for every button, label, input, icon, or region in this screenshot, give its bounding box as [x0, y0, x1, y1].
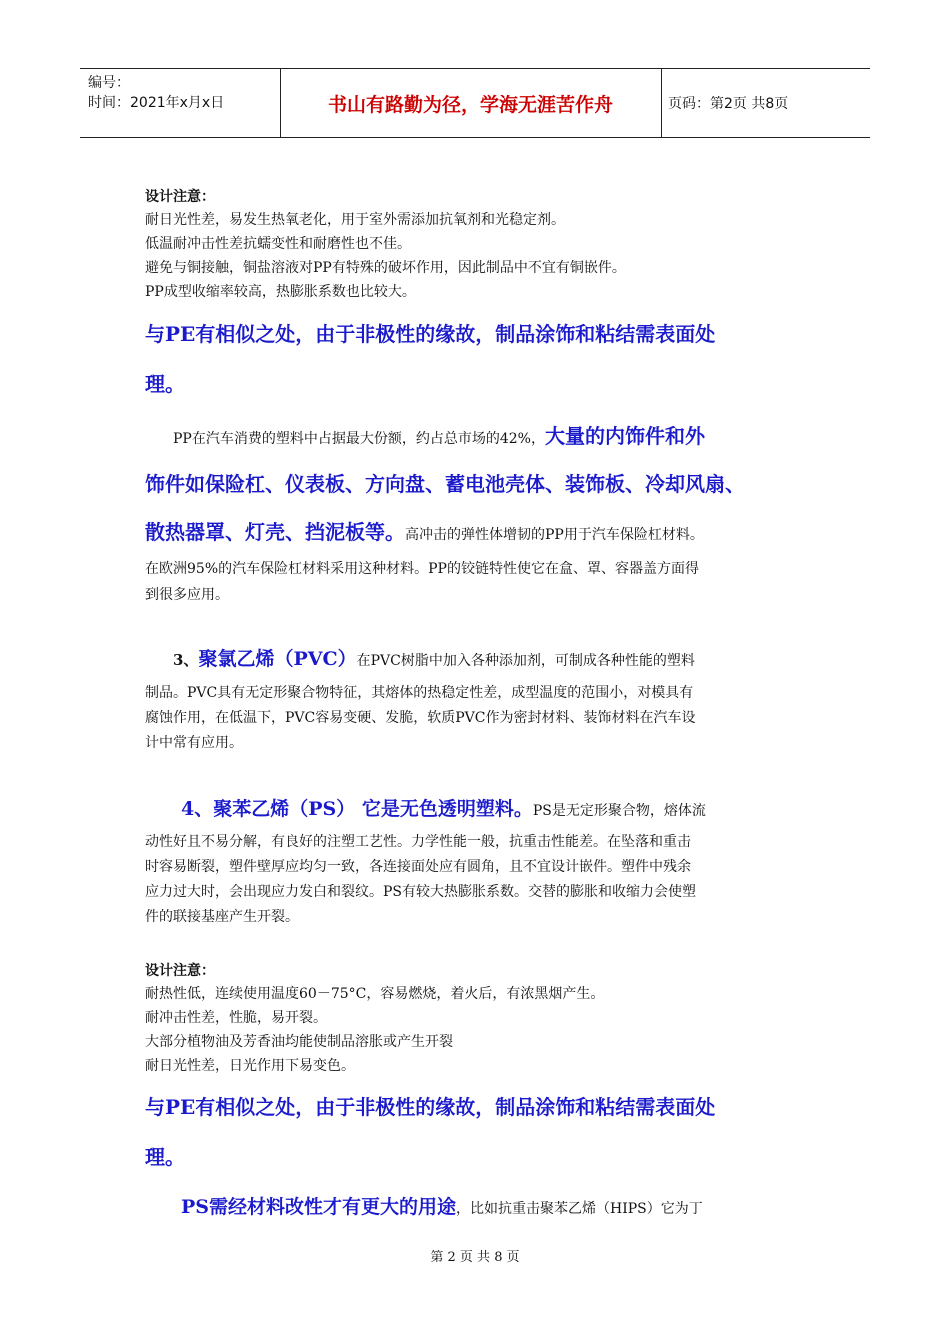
- note-line: 耐热性低，连续使用温度60－75°C，容易燃烧，着火后，有浓黑烟产生。: [145, 986, 605, 1002]
- pp-highlight: 大量的内饰件和外: [544, 424, 705, 448]
- emphasis-text: 理。: [145, 1145, 185, 1169]
- emphasis-text: 与PE有相似之处，由于非极性的缘故，制品涂饰和粘结需表面处: [145, 322, 716, 346]
- note-line: 耐冲击性差，性脆，易开裂。: [145, 1010, 327, 1026]
- pp-highlight: 饰件如保险杠、仪表板、方向盘、蓄电池壳体、装饰板、冷却风扇、: [145, 472, 745, 496]
- pp-tail: 到很多应用。: [145, 587, 229, 603]
- pvc-text: 腐蚀作用，在低温下，PVC容易变硬、发脆，软质PVC作为密封材料、装饰材料在汽车设: [145, 710, 696, 726]
- pvc-heading-line: [145, 644, 810, 671]
- pp-paragraph-line: [145, 516, 810, 545]
- emphasis-text: 与PE有相似之处，由于非极性的缘故，制品涂饰和粘结需表面处: [145, 1095, 716, 1119]
- note-line: 低温耐冲击性差抗蠕变性和耐磨性也不佳。: [145, 236, 411, 252]
- pvc-text: 在PVC树脂中加入各种添加剂，可制成各种性能的塑料: [356, 653, 695, 669]
- ps-text: 应力过大时，会出现应力发白和裂纹。PS有较大热膨胀系数。交替的膨胀和收缩力会使塑: [145, 884, 697, 900]
- ps-mod-line: [145, 1192, 810, 1219]
- pp-highlight: 散热器罩、灯壳、挡泥板等。: [145, 520, 405, 544]
- ps-heading-line: [145, 794, 810, 821]
- ps-text: 件的联接基座产生开裂。: [145, 909, 299, 925]
- pp-intro: PP在汽车消费的塑料中占据最大份额，约占总市场的42%，: [173, 431, 545, 447]
- page-footer: 第 2 页 共 8 页: [430, 1250, 520, 1265]
- ps-text: 时容易断裂，塑件壁厚应均匀一致，各连接面处应有圆角，且不宜设计嵌件。塑件中残余: [145, 859, 691, 875]
- note-title: 设计注意：: [145, 189, 215, 205]
- note-title: 设计注意：: [145, 963, 215, 979]
- emphasis-text: 理。: [145, 372, 185, 396]
- page-header: [80, 68, 870, 138]
- pvc-title: 聚氯乙烯（PVC）: [198, 648, 357, 670]
- pp-tail: 在欧洲95%的汽车保险杠材料采用这种材料。PP的铰链特性使它在盒、罩、容器盖方面得: [145, 561, 699, 577]
- header-page-info: 页码：第2页 共8页: [668, 96, 789, 112]
- ps-mod-highlight: PS需经材料改性才有更大的用途: [181, 1196, 457, 1218]
- pvc-text: 制品。PVC具有无定形聚合物特征，其熔体的热稳定性差，成型温度的范围小，对模具有: [145, 685, 694, 701]
- note-line: 大部分植物油及芳香油均能使制品溶胀或产生开裂: [145, 1034, 453, 1050]
- note-line: PP成型收缩率较高，热膨胀系数也比较大。: [145, 284, 416, 300]
- ps-mod-text: ，比如抗重击聚苯乙烯（HIPS）它为丁: [456, 1201, 703, 1217]
- pp-tail: 高冲击的弹性体增韧的PP用于汽车保险杠材料。: [405, 527, 704, 543]
- ps-title: 4、聚苯乙烯（PS） 它是无色透明塑料。: [181, 798, 533, 820]
- divider: [661, 69, 662, 137]
- pvc-text: 计中常有应用。: [145, 735, 243, 751]
- number-label: 编号：: [88, 75, 130, 91]
- note-line: 避免与铜接触，铜盐溶液对PP有特殊的破坏作用，因此制品中不宜有铜嵌件。: [145, 260, 626, 276]
- note-line: 耐日光性差，易发生热氧老化，用于室外需添加抗氧剂和光稳定剂。: [145, 212, 565, 228]
- time-label: 时间：2021年x月x日: [88, 95, 225, 111]
- header-motto: 书山有路勤为径，学海无涯苦作舟: [327, 93, 613, 116]
- ps-text: PS是无定形聚合物，熔体流: [532, 803, 706, 819]
- header-meta: [88, 73, 224, 113]
- ps-text: 动性好且不易分解，有良好的注塑工艺性。力学性能一般，抗重击性能差。在坠落和重击: [145, 834, 691, 850]
- pp-paragraph-line: [145, 420, 810, 449]
- pvc-number: 3、: [173, 651, 199, 669]
- note-line: 耐日光性差，日光作用下易变色。: [145, 1058, 355, 1074]
